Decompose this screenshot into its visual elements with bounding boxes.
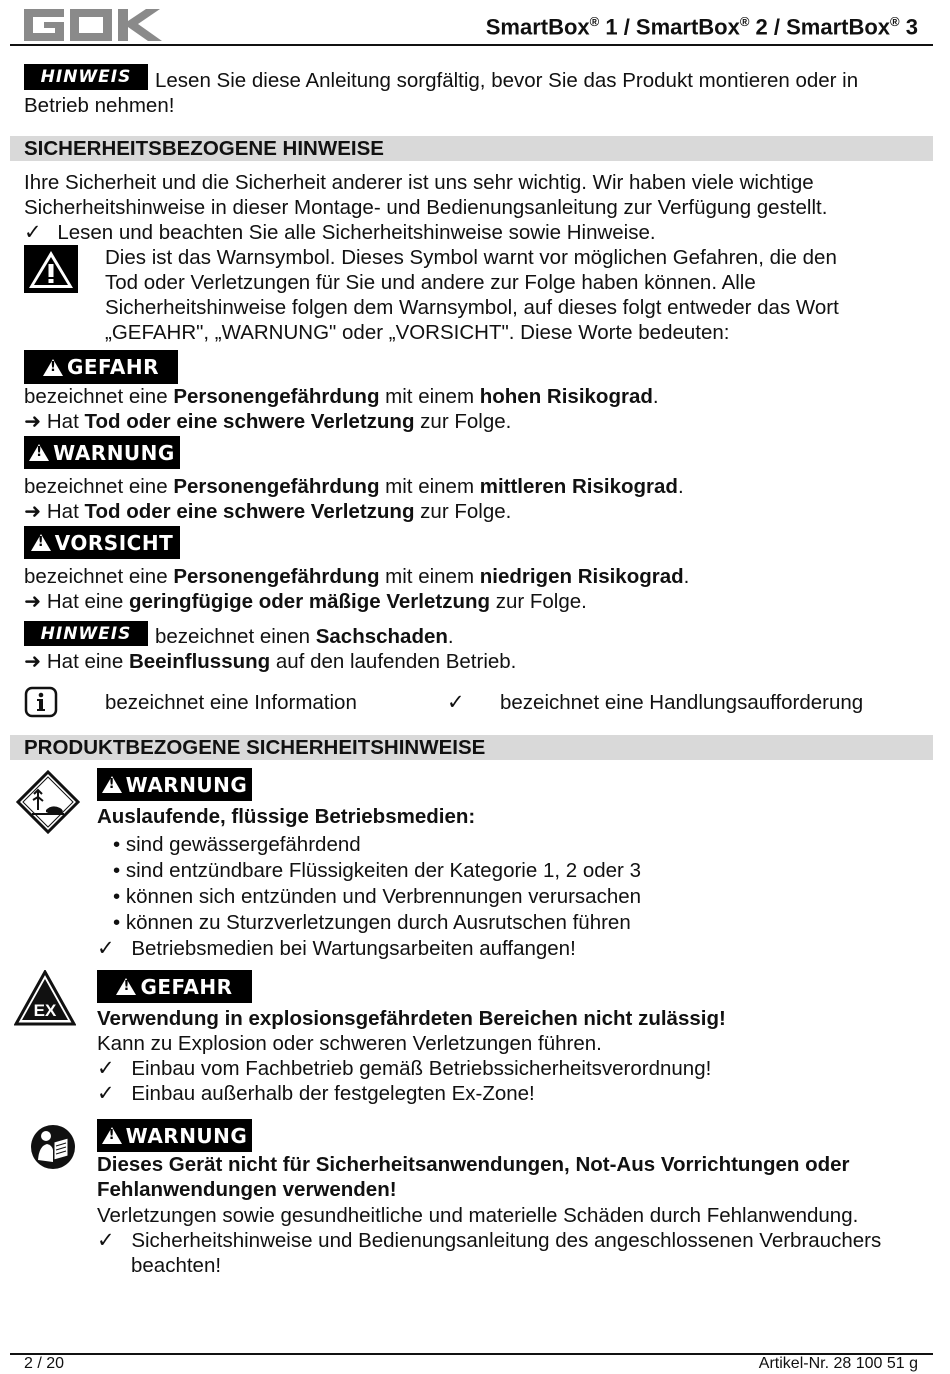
gefahr-consequence: ➜ Hat Tod oder eine schwere Verletzung zur Folge. — [24, 410, 512, 433]
svg-text:EX: EX — [33, 1001, 57, 1020]
block2-text: Kann zu Explosion oder schweren Verletzungen führen. — [97, 1032, 602, 1055]
hinweis-badge: HINWEIS — [24, 64, 148, 90]
gefahr-badge: ! GEFAHR — [24, 350, 178, 384]
environment-hazard-icon — [16, 770, 80, 834]
check-icon: ✓ — [97, 1229, 115, 1252]
block2-check-item: ✓ Einbau außerhalb der festgelegten Ex-Zone! — [97, 1082, 535, 1105]
intro-line-2: Betrieb nehmen! — [24, 94, 175, 117]
intro-line-1: Lesen Sie diese Anleitung sorgfältig, bevor Sie das Produkt montieren oder in — [155, 69, 859, 92]
warnung-badge: ! WARNUNG — [97, 768, 252, 801]
section1-check-item: ✓ Lesen und beachten Sie alle Sicherheitshinweise sowie Hinweise. — [24, 221, 656, 244]
list-item: • können sich entzünden und Verbrennungen verursachen — [113, 885, 642, 908]
list-item: • sind entzündbare Flüssigkeiten der Kategorie 1, 2 oder 3 — [113, 859, 641, 882]
section1-paragraph-1: Ihre Sicherheit und die Sicherheit anderer ist uns sehr wichtig. Wir haben viele wichtige — [24, 171, 814, 194]
warning-triangle-icon — [29, 444, 49, 461]
check-icon: ✓ — [97, 1057, 115, 1080]
block3-title-line-1: Dieses Gerät nicht für Sicherheitsanwendungen, Not-Aus Vorrichtungen oder — [97, 1153, 850, 1176]
gefahr-badge: ! GEFAHR — [97, 970, 252, 1003]
article-number: Artikel-Nr. 28 100 51 g — [758, 1355, 918, 1372]
warning-triangle-icon — [31, 534, 51, 551]
legend-info-text: bezeichnet eine Information — [105, 691, 357, 714]
block2-check-item: ✓ Einbau vom Fachbetrieb gemäß Betriebssicherheitsverordnung! — [97, 1057, 712, 1080]
page-number: 2 / 20 — [24, 1355, 65, 1372]
info-icon — [24, 686, 58, 718]
warn-symbol-line-2: Tod oder Verletzungen für Sie und andere zur Folge haben können. Alle — [105, 271, 756, 294]
check-icon: ✓ — [447, 691, 465, 714]
list-item: • sind gewässergefährdend — [113, 833, 361, 856]
gok-logo — [24, 9, 200, 41]
explosion-hazard-icon — [14, 970, 76, 1026]
check-icon: ✓ — [97, 1082, 115, 1105]
hinweis-consequence: ➜ Hat eine Beeinflussung auf den laufenden Betrieb. — [24, 650, 517, 673]
vorsicht-consequence: ➜ Hat eine geringfügige oder mäßige Verletzung zur Folge. — [24, 590, 587, 613]
check-icon: ✓ — [24, 221, 42, 244]
warning-triangle-icon — [24, 245, 78, 293]
warn-symbol-line-1: Dies ist das Warnsymbol. Dieses Symbol warnt vor möglichen Gefahren, die den — [105, 246, 837, 269]
document-title: SmartBox® 1 / SmartBox® 2 / SmartBox® 3 — [485, 14, 918, 40]
warnung-badge: ! WARNUNG — [24, 436, 180, 469]
block1-title: Auslaufende, flüssige Betriebsmedien: — [97, 805, 476, 828]
section1-paragraph-2: Sicherheitshinweise in dieser Montage- und Bedienungsanleitung zur Verfügung gestellt. — [24, 196, 828, 219]
read-manual-icon — [30, 1124, 76, 1170]
block3-title-line-2: Fehlanwendungen verwenden! — [97, 1178, 397, 1201]
warnung-badge: ! WARNUNG — [97, 1119, 252, 1152]
block3-text: Verletzungen sowie gesundheitliche und materielle Schäden durch Fehlanwendung. — [97, 1204, 859, 1227]
section-heading: PRODUKTBEZOGENE SICHERHEITSHINWEISE — [10, 735, 933, 760]
check-icon: ✓ — [97, 937, 115, 960]
warnung-consequence: ➜ Hat Tod oder eine schwere Verletzung zur Folge. — [24, 500, 512, 523]
block2-title: Verwendung in explosionsgefährdeten Bereichen nicht zulässig! — [97, 1007, 726, 1030]
warn-symbol-line-3: Sicherheitshinweise folgen dem Warnsymbol, auf dieses folgt entweder das Wort — [105, 296, 839, 319]
warning-triangle-icon — [116, 978, 136, 995]
block3-check-item: ✓ Sicherheitshinweise und Bedienungsanleitung des angeschlossenen Verbrauchers — [97, 1229, 882, 1252]
list-item: • können zu Sturzverletzungen durch Ausrutschen führen — [113, 911, 631, 934]
vorsicht-badge: ! VORSICHT — [24, 526, 180, 559]
warning-triangle-icon — [43, 359, 63, 376]
vorsicht-description: bezeichnet eine Personengefährdung mit einem niedrigen Risikograd. — [24, 565, 690, 588]
warning-triangle-icon — [102, 1127, 122, 1144]
header-rule — [10, 44, 933, 46]
legend-action-text: bezeichnet eine Handlungsaufforderung — [500, 691, 864, 714]
hinweis-badge: HINWEIS — [24, 621, 148, 646]
warn-symbol-line-4: „GEFAHR", „WARNUNG" oder „VORSICHT". Diese Worte bedeuten: — [105, 321, 730, 344]
hinweis-description: bezeichnet einen Sachschaden. — [155, 625, 454, 648]
warnung-description: bezeichnet eine Personengefährdung mit einem mittleren Risikograd. — [24, 475, 684, 498]
block1-check-item: ✓ Betriebsmedien bei Wartungsarbeiten auffangen! — [97, 937, 576, 960]
warning-triangle-icon — [102, 776, 122, 793]
gefahr-description: bezeichnet eine Personengefährdung mit einem hohen Risikograd. — [24, 385, 659, 408]
section-heading: SICHERHEITSBEZOGENE HINWEISE — [10, 136, 933, 161]
block3-check-continuation: beachten! — [131, 1254, 222, 1277]
